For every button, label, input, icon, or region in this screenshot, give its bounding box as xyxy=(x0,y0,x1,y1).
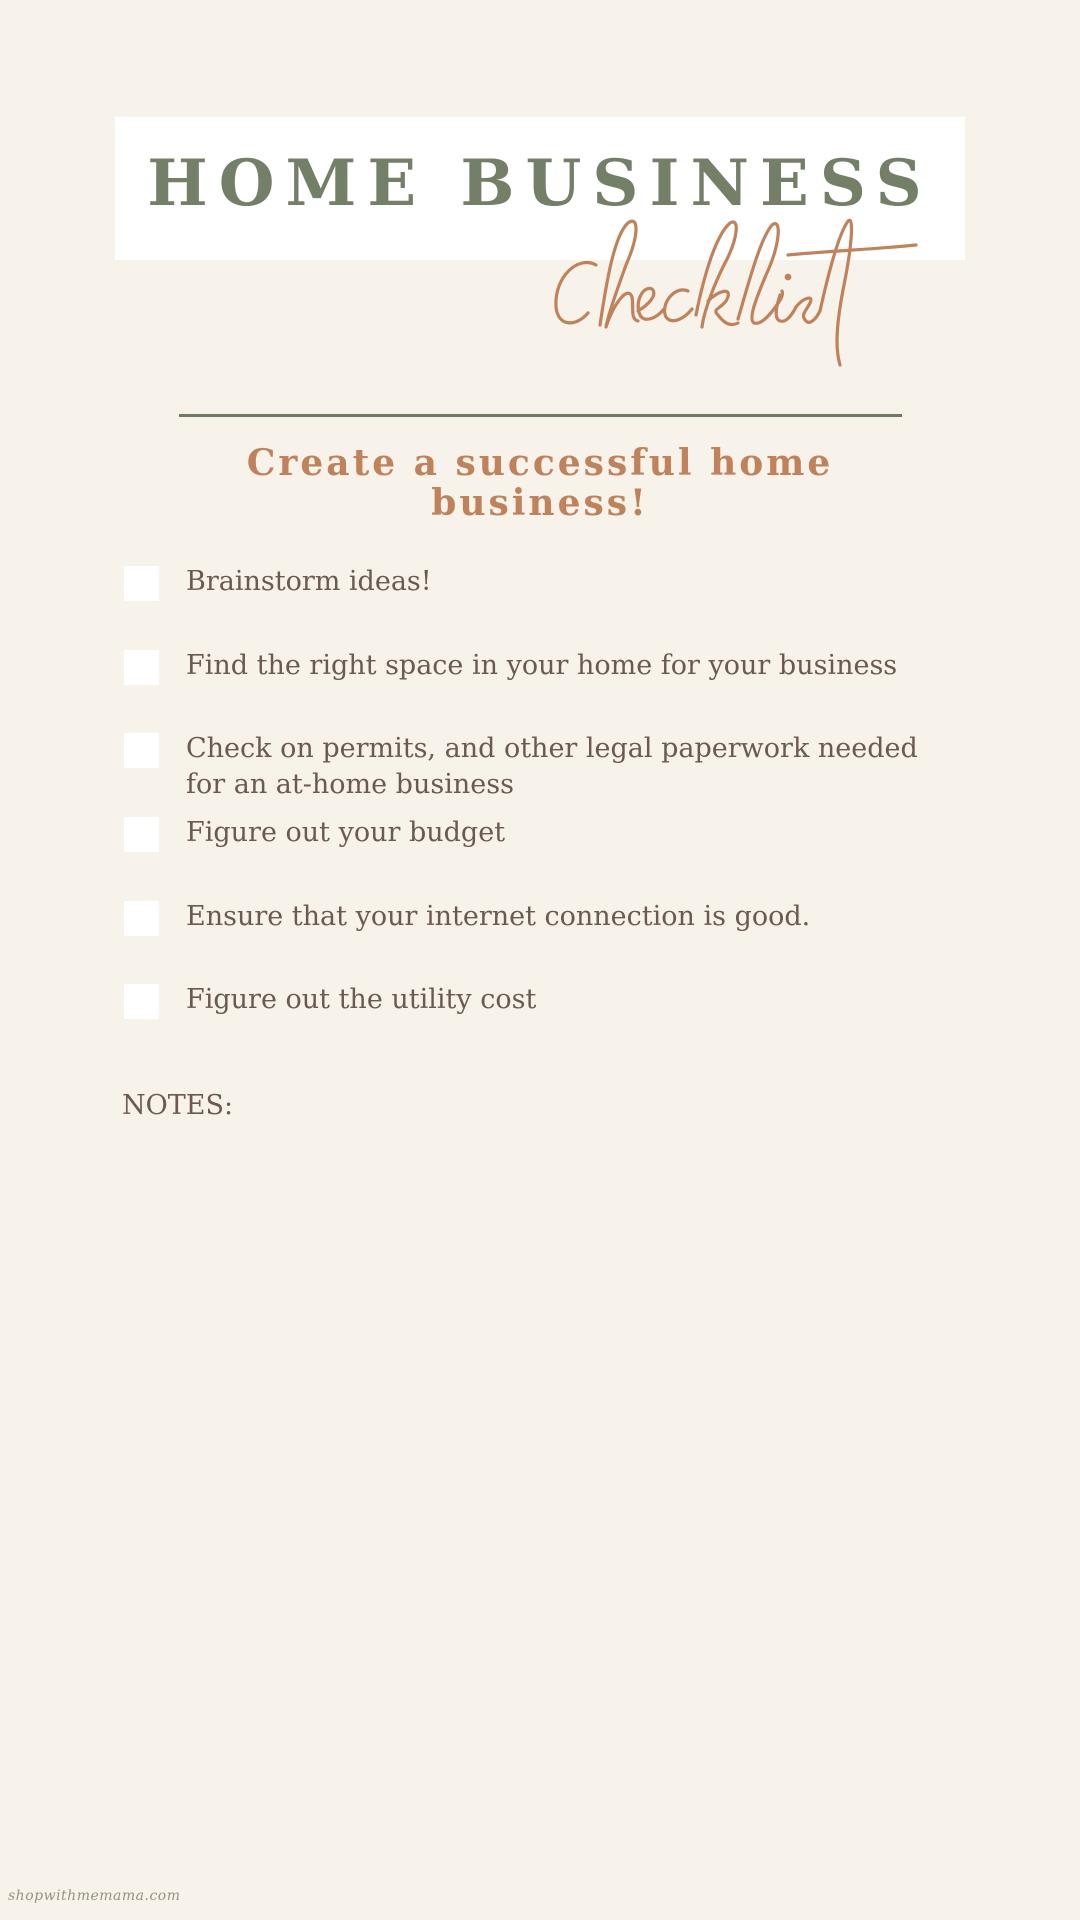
checkbox[interactable] xyxy=(124,650,159,685)
checklist-script-word xyxy=(548,215,918,370)
checkbox[interactable] xyxy=(124,984,159,1019)
checkbox[interactable] xyxy=(124,566,159,601)
subtitle: Create a successful home business! xyxy=(246,442,834,524)
checklist-item-label-line2: for an at-home business xyxy=(186,769,514,800)
footer-signature: shopwithmemama.com xyxy=(8,1888,181,1904)
page-title: HOME BUSINESS xyxy=(147,146,933,221)
checkbox[interactable] xyxy=(124,733,159,768)
checklist-item-label: Figure out your budget xyxy=(186,817,506,848)
notes-label: NOTES: xyxy=(122,1090,234,1121)
checklist-item-label: Find the right space in your home for your business xyxy=(186,650,898,681)
checklist-item-label: Ensure that your internet connection is good. xyxy=(186,901,811,932)
checkbox[interactable] xyxy=(124,817,159,852)
title-divider xyxy=(179,414,902,417)
checklist-item-label: Brainstorm ideas! xyxy=(186,566,432,597)
checkbox[interactable] xyxy=(124,901,159,936)
checklist-item-label: Figure out the utility cost xyxy=(186,984,537,1015)
checklist-item-label: Check on permits, and other legal paperwork needed xyxy=(186,733,918,764)
